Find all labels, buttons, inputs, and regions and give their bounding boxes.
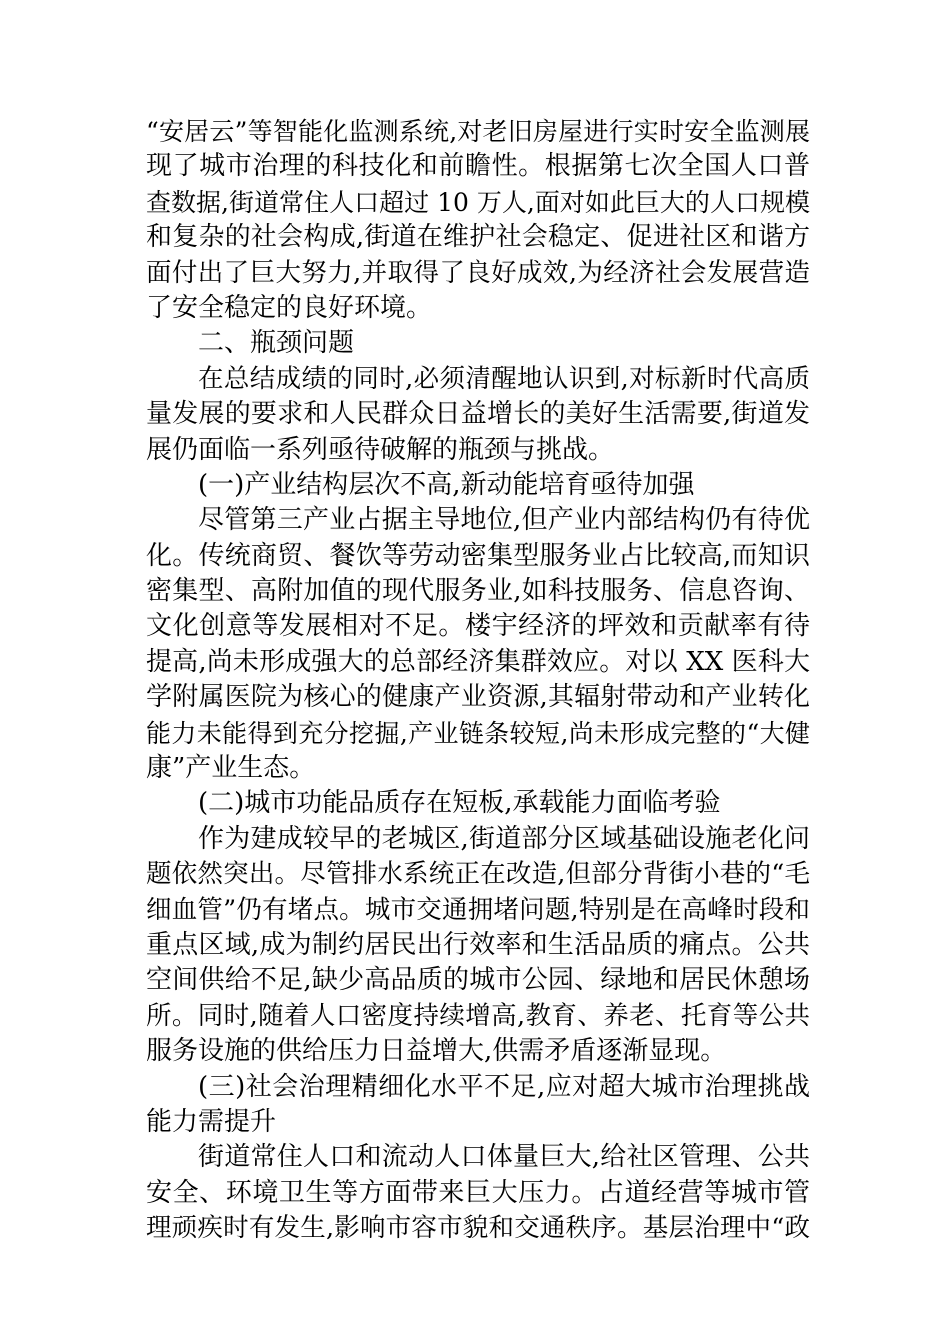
text-line: 在总结成绩的同时,必须清醒地认识到,对标新时代高质 (198, 363, 810, 394)
text-line: 现了城市治理的科技化和前瞻性。根据第七次全国人口普 (146, 151, 810, 182)
text-line: 尽管第三产业占据主导地位,但产业内部结构仍有待优 (198, 505, 810, 536)
text-line: 空间供给不足,缺少高品质的城市公园、绿地和居民休憩场 (146, 965, 810, 996)
text-line: (三)社会治理精细化水平不足,应对超大城市治理挑战 (198, 1071, 810, 1102)
text-line: 查数据,街道常住人口超过 10 万人,面对如此巨大的人口规模 (146, 187, 810, 217)
text-line: 提高,尚未形成强大的总部经济集群效应。对以 XX 医科大 (146, 646, 810, 677)
document-body (146, 114, 810, 1247)
text-line: 能力未能得到充分挖掘,产业链条较短,尚未形成完整的“大健 (146, 718, 810, 748)
text-line: 密集型、高附加值的现代服务业,如科技服务、信息咨询、 (146, 576, 810, 607)
text-line: (一)产业结构层次不高,新动能培育亟待加强 (198, 469, 695, 500)
text-line: 面付出了巨大努力,并取得了良好成效,为经济社会发展营造 (146, 257, 810, 288)
text-line: 学附属医院为核心的健康产业资源,其辐射带动和产业转化 (146, 682, 810, 713)
text-line: 所。同时,随着人口密度持续增高,教育、养老、托育等公共 (146, 1000, 810, 1031)
text-line: 量发展的要求和人民群众日益增长的美好生活需要,街道发 (146, 399, 810, 430)
text-line: 了安全稳定的良好环境。 (146, 292, 433, 323)
text-line: 和复杂的社会构成,街道在维护社会稳定、促进社区和谐方 (146, 222, 810, 253)
text-line: 文化创意等发展相对不足。楼宇经济的坪效和贡献率有待 (146, 611, 810, 642)
text-line: 重点区域,成为制约居民出行效率和生活品质的痛点。公共 (146, 929, 810, 960)
text-line: 服务设施的供给压力日益增大,供需矛盾逐渐显现。 (146, 1036, 727, 1067)
text-line: 题依然突出。尽管排水系统正在改造,但部分背街小巷的“毛 (146, 859, 810, 890)
text-line: 展仍面临一系列亟待破解的瓶颈与挑战。 (146, 434, 615, 465)
text-line: 化。传统商贸、餐饮等劳动密集型服务业占比较高,而知识 (146, 540, 810, 571)
text-line: 作为建成较早的老城区,街道部分区域基础设施老化问 (198, 823, 810, 854)
text-line: 二、瓶颈问题 (198, 328, 355, 359)
text-line: 街道常住人口和流动人口体量巨大,给社区管理、公共 (198, 1142, 810, 1173)
text-line: 能力需提升 (146, 1106, 277, 1137)
text-line: 康”产业生态。 (146, 753, 316, 784)
text-line: 安全、环境卫生等方面带来巨大压力。占道经营等城市管 (146, 1177, 810, 1208)
text-line: “安居云”等智能化监测系统,对老旧房屋进行实时安全监测展 (146, 117, 810, 146)
text-line: (二)城市功能品质存在短板,承载能力面临考验 (198, 788, 721, 819)
text-line: 理顽疾时有发生,影响市容市貌和交通秩序。基层治理中“政 (146, 1213, 810, 1244)
text-line: 细血管”仍有堵点。城市交通拥堵问题,特别是在高峰时段和 (146, 894, 810, 925)
